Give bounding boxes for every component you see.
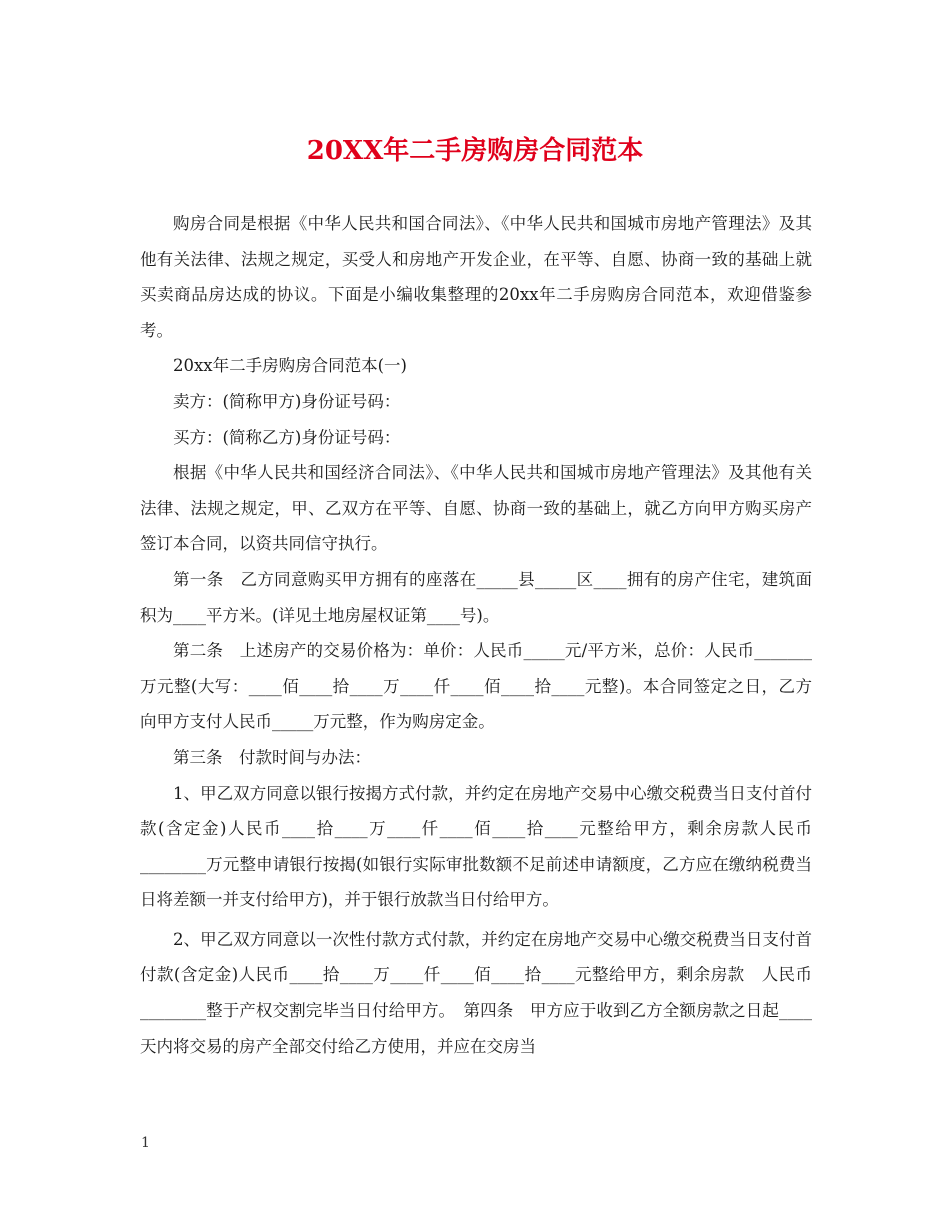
article-3-heading: 第三条 付款时间与办法：	[173, 747, 371, 767]
page-number: 1	[141, 1135, 150, 1151]
document-body	[140, 206, 812, 1064]
intro-paragraph: 购房合同是根据《中华人民共和国合同法》、《中华人民共和国城市房地产管理法》及其他有关法律、法规之规定，买受人和房地产开发企业，在平等、自愿、协商一致的基础上就买卖商品房达成的协议。下面是小编收集整理的20xx年二手房购房合同范本，欢迎借鉴参考。	[140, 214, 812, 340]
basis-paragraph: 根据《中华人民共和国经济合同法》、《中华人民共和国城市房地产管理法》及其他有关法律、法规之规定，甲、乙双方在平等、自愿、协商一致的基础上，就乙方向甲方购买房产签订本合同，以资共同信守执行。	[140, 463, 812, 554]
contract-heading: 20xx年二手房购房合同范本(一)	[173, 356, 407, 376]
document-title: 20XX年二手房购房合同范本	[306, 136, 644, 166]
article-3-item-1: 1、甲乙双方同意以银行按揭方式付款，并约定在房地产交易中心缴交税费当日支付首付款(含定金)人民币____拾____万____仟____佰____拾____元整给甲方，剩余房款人民币________万元整申请银行按揭(如银行实际审批数额不足前述申请额度，乙方应在缴纳税费当日将差额一并支付给甲方)，并于银行放款当日付给甲方。	[140, 783, 812, 910]
article-2: 第二条 上述房产的交易价格为：单价：人民币_____元/平方米，总价：人民币_______万元整(大写：____佰____拾____万____仟____佰____拾____元整)。本合同签定之日，乙方向甲方支付人民币_____万元整，作为购房定金。	[140, 641, 812, 732]
article-3-item-2: 2、甲乙双方同意以一次性付款方式付款，并约定在房地产交易中心缴交税费当日支付首付款(含定金)人民币____拾____万____仟____佰____拾____元整给甲方，剩余房款 人民币________整于产权交割完毕当日付给甲方。 第四条 甲方应于收到乙方全额房款之日起____天内将交易的房产全部交付给乙方使用，并应在交房当	[140, 929, 812, 1056]
article-1: 第一条 乙方同意购买甲方拥有的座落在_____县_____区____拥有的房产住宅，建筑面积为____平方米。(详见土地房屋权证第____号)。	[140, 569, 812, 625]
buyer-line: 买方：(简称乙方)身份证号码：	[173, 427, 401, 447]
seller-line: 卖方：(简称甲方)身份证号码：	[173, 391, 401, 411]
